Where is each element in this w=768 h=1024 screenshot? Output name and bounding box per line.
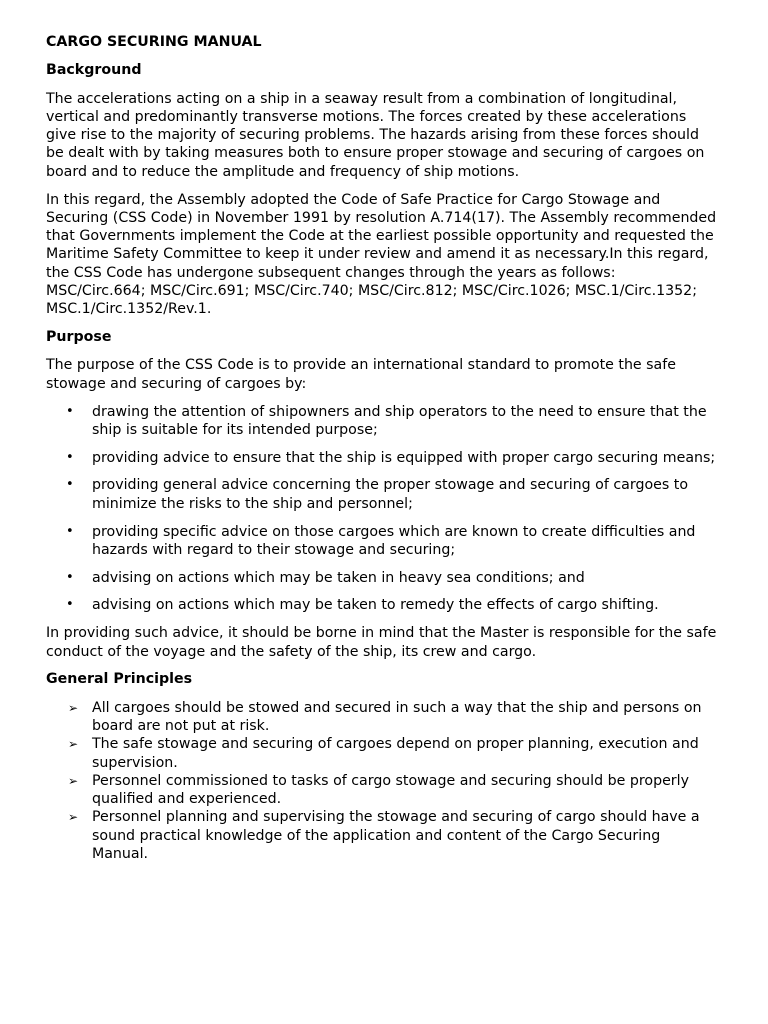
purpose-bullet-text: providing advice to ensure that the ship is equipped with proper cargo securing means; (92, 449, 716, 466)
general-principles-text: Personnel commissioned to tasks of cargo stowage and securing should be properly qualified and experienced. (92, 772, 689, 808)
bullet-icon: • (66, 523, 74, 539)
purpose-bullet-item (46, 523, 718, 560)
purpose-bullet-text: providing general advice concerning the proper stowage and securing of cargoes to minimize the risks to the ship and personnel; (92, 477, 689, 512)
document-page (46, 33, 718, 863)
arrow-bullet-icon: ➢ (68, 773, 79, 788)
bullet-icon: • (66, 477, 74, 493)
general-principles-item (46, 772, 718, 809)
purpose-intro: The purpose of the CSS Code is to provide an international standard to promote the safe stowage and securing of cargoes by: (46, 357, 676, 392)
general-principles-text: All cargoes should be stowed and secured in such a way that the ship and persons on board are not put at risk. (92, 699, 702, 734)
general-principles-item (46, 699, 718, 736)
general-principles-item (46, 808, 718, 863)
arrow-bullet-icon: ➢ (68, 737, 79, 752)
purpose-bullet-text: advising on actions which may be taken to remedy the effects of cargo shifting. (92, 597, 659, 614)
arrow-bullet-icon: ➢ (68, 810, 79, 825)
background-paragraph-1: The accelerations acting on a ship in a seaway result from a combination of longitudinal, vertical and predominantly transverse motions. The forces created by these accelerations give rise to the majority of securing problems. The hazards arising from these forces should be dealt with by taking measures both to ensure proper stowage and securing of cargoes on board and to reduce the amplitude and frequency of ship motions. (46, 90, 705, 180)
bullet-icon: • (66, 569, 74, 585)
bullet-icon: • (66, 449, 74, 465)
general-principles-text: The safe stowage and securing of cargoes depend on proper planning, execution and supervision. (92, 736, 699, 771)
purpose-bullet-item (46, 569, 718, 587)
background-heading: Background (46, 62, 142, 79)
purpose-heading: Purpose (46, 329, 112, 346)
purpose-bullet-item (46, 449, 718, 467)
purpose-bullet-list (46, 403, 718, 615)
bullet-icon: • (66, 403, 74, 419)
general-principles-item (46, 735, 718, 772)
purpose-bullet-text: drawing the attention of shipowners and ship operators to the need to ensure that the ship is suitable for its intended purpose; (92, 403, 707, 438)
general-principles-text: Personnel planning and supervising the stowage and securing of cargo should have a sound practical knowledge of the application and content of the Cargo Securing Manual. (92, 809, 700, 862)
bullet-icon: • (66, 597, 74, 613)
purpose-bullet-text: providing specific advice on those cargoes which are known to create difficulties and hazards with regard to their stowage and securing; (92, 523, 696, 558)
general-principles-heading: General Principles (46, 671, 193, 688)
purpose-bullet-item (46, 403, 718, 440)
arrow-bullet-icon: ➢ (68, 700, 79, 715)
purpose-bullet-text: advising on actions which may be taken in heavy sea conditions; and (92, 569, 585, 586)
purpose-bullet-item (46, 596, 718, 614)
purpose-bullet-item (46, 476, 718, 513)
general-principles-list (46, 699, 718, 864)
document-title: CARGO SECURING MANUAL (46, 34, 262, 50)
background-paragraph-2: In this regard, the Assembly adopted the Code of Safe Practice for Cargo Stowage and Securing (CSS Code) in November 1991 by resolution A.714(17). The Assembly recommended that Governments implement the Code at the earliest possible opportunity and requested the Maritime Safety Committee to keep it under review and amend it as necessary.In this regard, the CSS Code has undergone subsequent changes through the years as follows: MSC/Circ.664; MSC/Circ.691; MSC/Circ.740; MSC/Circ.812; MSC/Circ.1026; MSC.1/Circ.1352; MSC.1/Circ.1352/Rev.1. (46, 191, 717, 318)
purpose-closing: In providing such advice, it should be borne in mind that the Master is responsible for the safe conduct of the voyage and the safety of the ship, its crew and cargo. (46, 625, 717, 660)
